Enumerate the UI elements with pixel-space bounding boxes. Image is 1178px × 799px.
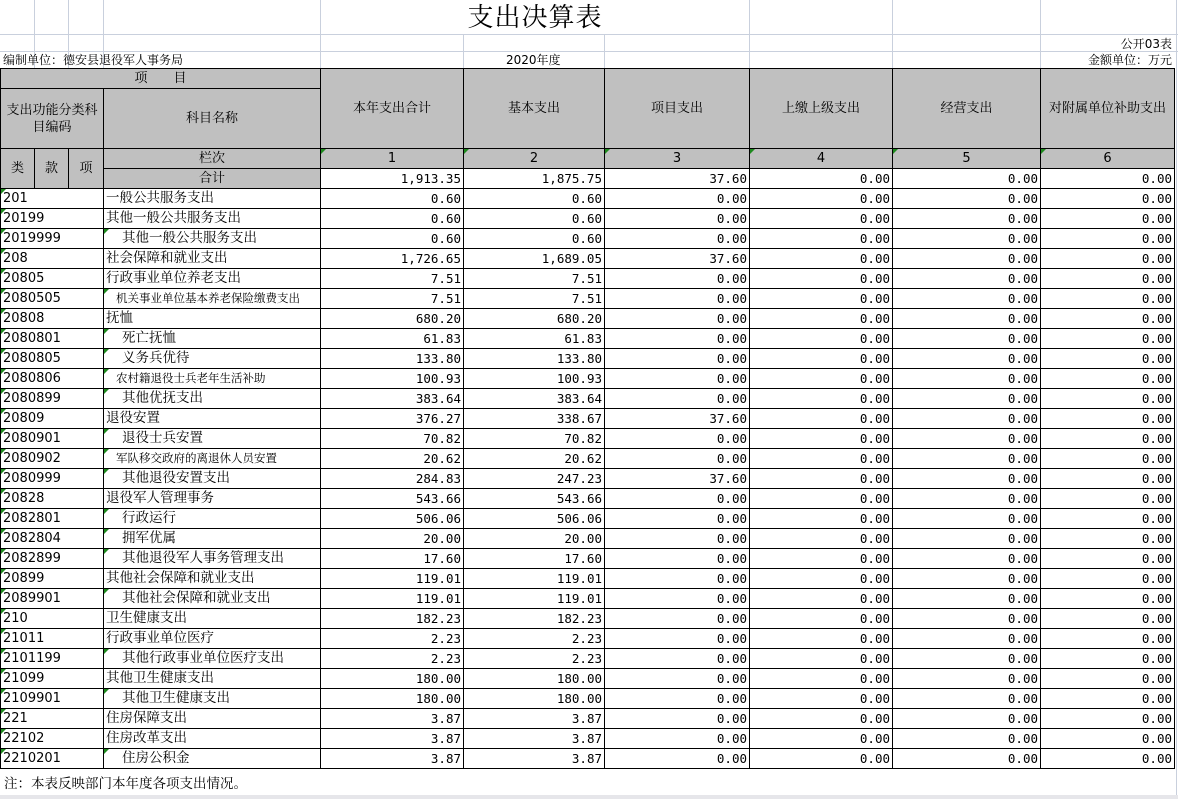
amount-cell[interactable]: 0.00 [893,549,1041,569]
item-name-cell[interactable]: 抚恤 [104,309,321,329]
amount-cell[interactable]: 0.00 [605,329,750,349]
amount-cell[interactable]: 0.00 [893,349,1041,369]
col-header-6: 对附属单位补助支出 [1041,69,1175,149]
amount-cell[interactable]: 37.60 [605,409,750,429]
item-name-cell[interactable]: 其他社会保障和就业支出 [104,589,321,609]
col-index-5: 5 [893,149,1041,169]
amount-cell[interactable]: 0.00 [1041,189,1175,209]
function-code-cell[interactable]: 20808 [1,309,104,329]
function-code-cell[interactable]: 20809 [1,409,104,429]
amount-cell[interactable]: 180.00 [321,669,464,689]
amount-cell[interactable]: 0.00 [893,589,1041,609]
amount-cell[interactable]: 7.51 [321,269,464,289]
function-code-cell[interactable]: 2019999 [1,229,104,249]
amount-cell[interactable]: 0.00 [1041,409,1175,429]
amount-cell[interactable]: 0.00 [1041,209,1175,229]
amount-cell[interactable]: 0.00 [750,489,893,509]
amount-cell[interactable]: 100.93 [464,369,605,389]
table-row [1,189,1175,209]
table-row [1,329,1175,349]
amount-cell[interactable]: 0.00 [893,189,1041,209]
col-index-label: 栏次 [104,149,321,169]
table-row [1,309,1175,329]
amount-cell[interactable]: 0.00 [605,689,750,709]
function-code-cell[interactable]: 201 [1,189,104,209]
amount-cell[interactable]: 0.00 [750,389,893,409]
function-code-cell[interactable]: 2082804 [1,529,104,549]
amount-cell[interactable]: 0.00 [1041,649,1175,669]
amount-cell[interactable]: 119.01 [321,569,464,589]
amount-cell[interactable]: 247.23 [464,469,605,489]
name-col-header: 科目名称 [104,89,321,149]
amount-cell[interactable]: 180.00 [321,689,464,709]
amount-cell[interactable]: 1,689.05 [464,249,605,269]
amount-cell[interactable]: 0.00 [893,209,1041,229]
amount-cell[interactable]: 0.00 [893,609,1041,629]
function-code-cell[interactable]: 2082899 [1,549,104,569]
amount-cell[interactable]: 20.00 [321,529,464,549]
amount-cell[interactable]: 0.60 [321,189,464,209]
item-name-cell[interactable]: 机关事业单位基本养老保险缴费支出 [104,289,321,309]
function-code-cell[interactable]: 2080999 [1,469,104,489]
amount-cell[interactable]: 0.00 [893,249,1041,269]
amount-cell[interactable]: 0.00 [605,729,750,749]
function-code-cell[interactable]: 20828 [1,489,104,509]
table-row [1,249,1175,269]
item-name-cell[interactable]: 退役士兵安置 [104,429,321,449]
amount-cell[interactable]: 0.00 [605,389,750,409]
item-name-cell[interactable]: 行政事业单位医疗 [104,629,321,649]
amount-cell[interactable]: 0.00 [750,649,893,669]
amount-cell[interactable]: 0.00 [893,449,1041,469]
amount-cell[interactable]: 2.23 [321,629,464,649]
function-code-cell[interactable]: 2210201 [1,749,104,769]
col-index-3: 3 [605,149,750,169]
amount-cell[interactable]: 7.51 [464,269,605,289]
amount-cell[interactable]: 0.00 [1041,729,1175,749]
amount-cell[interactable]: 17.60 [464,549,605,569]
amount-cell[interactable]: 0.00 [1041,609,1175,629]
col-index-2: 2 [464,149,605,169]
item-name-cell[interactable]: 行政事业单位养老支出 [104,269,321,289]
amount-cell[interactable]: 3.87 [321,729,464,749]
amount-cell[interactable]: 0.60 [464,209,605,229]
amount-cell[interactable]: 3.87 [464,729,605,749]
amount-cell[interactable]: 0.00 [750,569,893,589]
function-code-cell[interactable]: 2080801 [1,329,104,349]
amount-cell[interactable]: 2.23 [464,649,605,669]
amount-cell[interactable]: 0.00 [605,489,750,509]
kuan-header: 款 [35,149,69,189]
item-name-cell[interactable]: 义务兵优待 [104,349,321,369]
amount-cell[interactable]: 0.00 [893,629,1041,649]
amount-cell[interactable]: 133.80 [321,349,464,369]
item-name-cell[interactable]: 其他退役安置支出 [104,469,321,489]
amount-cell[interactable]: 506.06 [321,509,464,529]
amount-cell[interactable]: 0.00 [893,529,1041,549]
amount-cell[interactable]: 0.00 [1041,469,1175,489]
amount-cell[interactable]: 0.00 [1041,689,1175,709]
table-row [1,629,1175,649]
amount-cell[interactable]: 0.00 [750,549,893,569]
total-cell[interactable]: 37.60 [605,169,750,189]
amount-cell[interactable]: 0.00 [750,409,893,429]
amount-cell[interactable]: 0.00 [750,449,893,469]
item-name-cell[interactable]: 其他卫生健康支出 [104,689,321,709]
total-label: 合计 [104,169,321,189]
amount-cell[interactable]: 0.00 [1041,709,1175,729]
amount-cell[interactable]: 0.00 [605,209,750,229]
amount-cell[interactable]: 0.60 [321,229,464,249]
amount-cell[interactable]: 182.23 [464,609,605,629]
code-group-header: 支出功能分类科目编码 [1,89,104,149]
item-name-cell[interactable]: 退役安置 [104,409,321,429]
function-code-cell[interactable]: 22102 [1,729,104,749]
amount-cell[interactable]: 119.01 [321,589,464,609]
amount-cell[interactable]: 0.00 [893,329,1041,349]
amount-cell[interactable]: 61.83 [321,329,464,349]
amount-cell[interactable]: 543.66 [464,489,605,509]
amount-cell[interactable]: 0.00 [1041,289,1175,309]
amount-cell[interactable]: 0.00 [750,289,893,309]
amount-cell[interactable]: 0.00 [1041,669,1175,689]
amount-cell[interactable]: 0.00 [1041,549,1175,569]
function-code-cell[interactable]: 20805 [1,269,104,289]
amount-cell[interactable]: 0.00 [605,629,750,649]
amount-cell[interactable]: 0.00 [605,349,750,369]
amount-cell[interactable]: 0.00 [1041,269,1175,289]
amount-cell[interactable]: 0.00 [605,549,750,569]
amount-cell[interactable]: 0.00 [893,409,1041,429]
amount-cell[interactable]: 119.01 [464,569,605,589]
amount-cell[interactable]: 383.64 [464,389,605,409]
item-name-cell[interactable]: 其他社会保障和就业支出 [104,569,321,589]
amount-cell[interactable]: 680.20 [321,309,464,329]
table-row [1,289,1175,309]
amount-cell[interactable]: 0.60 [464,229,605,249]
amount-cell[interactable]: 0.00 [1041,229,1175,249]
table-row [1,749,1175,769]
amount-cell[interactable]: 506.06 [464,509,605,529]
function-code-cell[interactable]: 208 [1,249,104,269]
amount-cell[interactable]: 0.00 [893,689,1041,709]
amount-cell[interactable]: 0.00 [750,509,893,529]
amount-cell[interactable]: 0.00 [893,649,1041,669]
amount-cell[interactable]: 0.00 [893,469,1041,489]
amount-cell[interactable]: 0.00 [605,709,750,729]
amount-cell[interactable]: 0.00 [750,609,893,629]
amount-cell[interactable]: 0.00 [893,489,1041,509]
amount-cell[interactable]: 0.00 [893,749,1041,769]
col-header-3: 项目支出 [605,69,750,149]
function-code-cell[interactable]: 20199 [1,209,104,229]
function-code-cell[interactable]: 2089901 [1,589,104,609]
amount-cell[interactable]: 0.00 [1041,349,1175,369]
item-name-cell[interactable]: 其他一般公共服务支出 [104,209,321,229]
total-cell[interactable]: 1,875.75 [464,169,605,189]
amount-cell[interactable]: 0.00 [1041,329,1175,349]
amount-cell[interactable]: 0.60 [321,209,464,229]
amount-cell[interactable]: 0.00 [605,529,750,549]
amount-cell[interactable]: 338.67 [464,409,605,429]
amount-cell[interactable]: 0.00 [750,309,893,329]
amount-cell[interactable]: 0.00 [605,669,750,689]
gridline [0,51,1178,52]
amount-cell[interactable]: 37.60 [605,469,750,489]
year-label: 2020年度 [506,53,561,67]
item-name-cell[interactable]: 其他行政事业单位医疗支出 [104,649,321,669]
item-name-cell[interactable]: 住房保障支出 [104,709,321,729]
amount-cell[interactable]: 0.00 [1041,569,1175,589]
function-code-cell[interactable]: 2080805 [1,349,104,369]
gridline [1176,0,1177,795]
function-code-cell[interactable]: 221 [1,709,104,729]
amount-cell[interactable]: 0.00 [605,609,750,629]
amount-cell[interactable]: 0.00 [1041,429,1175,449]
table-row [1,489,1175,509]
function-code-cell[interactable]: 2080901 [1,429,104,449]
item-name-cell[interactable]: 其他优抚支出 [104,389,321,409]
amount-cell[interactable]: 70.82 [321,429,464,449]
table-row [1,549,1175,569]
amount-cell[interactable]: 0.00 [1041,249,1175,269]
item-name-cell[interactable]: 农村籍退役士兵老年生活补助 [104,369,321,389]
amount-cell[interactable]: 2.23 [321,649,464,669]
function-code-cell[interactable]: 2082801 [1,509,104,529]
total-cell[interactable]: 0.00 [893,169,1041,189]
table-row [1,269,1175,289]
table-row [1,709,1175,729]
unit-label: 金额单位：万元 [1087,53,1172,67]
amount-cell[interactable]: 0.00 [605,569,750,589]
function-code-cell[interactable]: 2080899 [1,389,104,409]
item-name-cell[interactable]: 行政运行 [104,509,321,529]
amount-cell[interactable]: 20.62 [321,449,464,469]
table-row [1,729,1175,749]
horizontal-scrollbar[interactable] [0,795,1178,799]
gridline [0,34,1178,35]
amount-cell[interactable]: 0.00 [605,309,750,329]
amount-cell[interactable]: 2.23 [464,629,605,649]
amount-cell[interactable]: 0.00 [605,509,750,529]
function-code-cell[interactable]: 21099 [1,669,104,689]
amount-cell[interactable]: 0.00 [750,189,893,209]
col-header-2: 基本支出 [464,69,605,149]
amount-cell[interactable]: 0.00 [893,369,1041,389]
amount-cell[interactable]: 0.00 [750,349,893,369]
item-name-cell[interactable]: 退役军人管理事务 [104,489,321,509]
table-row [1,689,1175,709]
amount-cell[interactable]: 0.00 [605,449,750,469]
amount-cell[interactable]: 0.00 [750,229,893,249]
table-row [1,429,1175,449]
amount-cell[interactable]: 0.00 [1041,749,1175,769]
amount-cell[interactable]: 284.83 [321,469,464,489]
amount-cell[interactable]: 0.00 [893,569,1041,589]
amount-cell[interactable]: 680.20 [464,309,605,329]
amount-cell[interactable]: 0.00 [750,749,893,769]
amount-cell[interactable]: 0.00 [750,589,893,609]
form-number: 公开03表 [1120,37,1172,51]
table-row [1,649,1175,669]
function-code-cell[interactable]: 2080902 [1,449,104,469]
item-name-cell[interactable]: 其他退役军人事务管理支出 [104,549,321,569]
amount-cell[interactable]: 37.60 [605,249,750,269]
amount-cell[interactable]: 0.00 [1041,389,1175,409]
col-index-4: 4 [750,149,893,169]
table-row [1,209,1175,229]
item-name-cell[interactable]: 住房公积金 [104,749,321,769]
amount-cell[interactable]: 180.00 [464,669,605,689]
total-row [1,169,1175,189]
amount-cell[interactable]: 17.60 [321,549,464,569]
total-cell[interactable]: 0.00 [1041,169,1175,189]
amount-cell[interactable]: 0.00 [605,649,750,669]
amount-cell[interactable]: 0.00 [1041,489,1175,509]
amount-cell[interactable]: 20.62 [464,449,605,469]
item-name-cell[interactable]: 一般公共服务支出 [104,189,321,209]
amount-cell[interactable]: 0.00 [750,249,893,269]
item-group-header: 项 目 [1,69,321,89]
amount-cell[interactable]: 0.00 [750,709,893,729]
amount-cell[interactable]: 0.00 [605,269,750,289]
amount-cell[interactable]: 3.87 [321,749,464,769]
amount-cell[interactable]: 543.66 [321,489,464,509]
col-header-4: 上缴上级支出 [750,69,893,149]
amount-cell[interactable]: 0.00 [605,189,750,209]
amount-cell[interactable]: 0.00 [893,269,1041,289]
col-header-5: 经营支出 [893,69,1041,149]
function-code-cell[interactable]: 20899 [1,569,104,589]
amount-cell[interactable]: 0.00 [750,629,893,649]
amount-cell[interactable]: 0.00 [1041,369,1175,389]
amount-cell[interactable]: 0.00 [1041,309,1175,329]
col-index-1: 1 [321,149,464,169]
table-row [1,609,1175,629]
amount-cell[interactable]: 0.00 [750,669,893,689]
col-header-1: 本年支出合计 [321,69,464,149]
table-row [1,529,1175,549]
amount-cell[interactable]: 0.00 [750,529,893,549]
table-row [1,229,1175,249]
table-row [1,589,1175,609]
total-cell[interactable]: 0.00 [750,169,893,189]
amount-cell[interactable]: 182.23 [321,609,464,629]
amount-cell[interactable]: 7.51 [321,289,464,309]
amount-cell[interactable]: 0.00 [1041,529,1175,549]
amount-cell[interactable]: 0.00 [893,309,1041,329]
table-row [1,409,1175,429]
amount-cell[interactable]: 3.87 [464,709,605,729]
amount-cell[interactable]: 70.82 [464,429,605,449]
xiang-header: 项 [69,149,104,189]
amount-cell[interactable]: 0.60 [464,189,605,209]
page-title: 支出决算表 [467,3,603,33]
table-row [1,449,1175,469]
amount-cell[interactable]: 0.00 [750,329,893,349]
amount-cell[interactable]: 0.00 [605,429,750,449]
amount-cell[interactable]: 0.00 [605,289,750,309]
amount-cell[interactable]: 0.00 [893,709,1041,729]
amount-cell[interactable]: 0.00 [893,729,1041,749]
table-row [1,509,1175,529]
col-index-6: 6 [1041,149,1175,169]
amount-cell[interactable]: 7.51 [464,289,605,309]
item-name-cell[interactable]: 住房改革支出 [104,729,321,749]
amount-cell[interactable]: 0.00 [893,389,1041,409]
amount-cell[interactable]: 0.00 [750,209,893,229]
amount-cell[interactable]: 3.87 [464,749,605,769]
amount-cell[interactable]: 376.27 [321,409,464,429]
amount-cell[interactable]: 0.00 [893,229,1041,249]
item-name-cell[interactable]: 其他一般公共服务支出 [104,229,321,249]
function-code-cell[interactable]: 2080806 [1,369,104,389]
amount-cell[interactable]: 61.83 [464,329,605,349]
amount-cell[interactable]: 0.00 [605,749,750,769]
function-code-cell[interactable]: 21011 [1,629,104,649]
footnote: 注：本表反映部门本年度各项支出情况。 [4,776,247,792]
amount-cell[interactable]: 0.00 [750,429,893,449]
table-row [1,389,1175,409]
amount-cell[interactable]: 0.00 [750,689,893,709]
amount-cell[interactable]: 0.00 [605,369,750,389]
amount-cell[interactable]: 0.00 [750,469,893,489]
amount-cell[interactable]: 0.00 [750,729,893,749]
item-name-cell[interactable]: 拥军优属 [104,529,321,549]
amount-cell[interactable]: 3.87 [321,709,464,729]
table-row [1,669,1175,689]
amount-cell[interactable]: 20.00 [464,529,605,549]
total-cell[interactable]: 1,913.35 [321,169,464,189]
table-row [1,569,1175,589]
amount-cell[interactable]: 119.01 [464,589,605,609]
table-row [1,469,1175,489]
amount-cell[interactable]: 0.00 [605,589,750,609]
amount-cell[interactable]: 0.00 [750,369,893,389]
amount-cell[interactable]: 0.00 [605,229,750,249]
table-row [1,349,1175,369]
function-code-cell[interactable]: 2080505 [1,289,104,309]
amount-cell[interactable]: 0.00 [893,509,1041,529]
amount-cell[interactable]: 0.00 [1041,509,1175,529]
item-name-cell[interactable]: 卫生健康支出 [104,609,321,629]
amount-cell[interactable]: 0.00 [893,289,1041,309]
item-name-cell[interactable]: 死亡抚恤 [104,329,321,349]
amount-cell[interactable]: 0.00 [893,669,1041,689]
amount-cell[interactable]: 0.00 [1041,589,1175,609]
function-code-cell[interactable]: 2109901 [1,689,104,709]
lei-header: 类 [1,149,35,189]
item-name-cell[interactable]: 军队移交政府的离退休人员安置 [104,449,321,469]
expenditure-table [0,68,1175,769]
amount-cell[interactable]: 1,726.65 [321,249,464,269]
amount-cell[interactable]: 180.00 [464,689,605,709]
table-row [1,369,1175,389]
amount-cell[interactable]: 133.80 [464,349,605,369]
function-code-cell[interactable]: 2101199 [1,649,104,669]
item-name-cell[interactable]: 其他卫生健康支出 [104,669,321,689]
item-name-cell[interactable]: 社会保障和就业支出 [104,249,321,269]
amount-cell[interactable]: 383.64 [321,389,464,409]
amount-cell[interactable]: 0.00 [1041,629,1175,649]
org-label: 编制单位：德安县退役军人事务局 [3,53,184,67]
amount-cell[interactable]: 0.00 [750,269,893,289]
amount-cell[interactable]: 100.93 [321,369,464,389]
amount-cell[interactable]: 0.00 [893,429,1041,449]
function-code-cell[interactable]: 210 [1,609,104,629]
amount-cell[interactable]: 0.00 [1041,449,1175,469]
